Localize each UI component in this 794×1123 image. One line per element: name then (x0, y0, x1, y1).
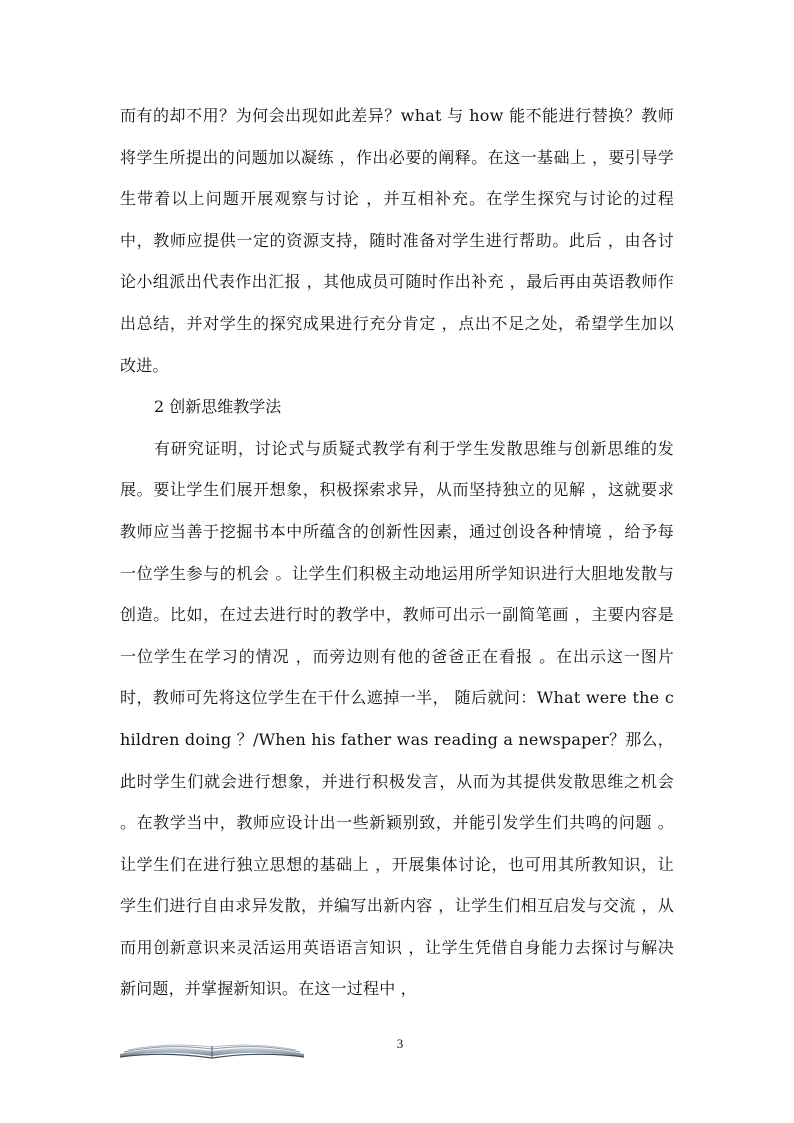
page-number: 3 (396, 1036, 404, 1051)
paragraph-main: 有研究证明，讨论式与质疑式教学有利于学生发散思维与创新思维的发展。要让学生们展开想象，积极探索求异，从而坚持独立的见解 ，这就要求教师应当善于挖掘书本中所蕴含的创新性因素，通过创设各种情境 ，给予每一位学生参与的机会 。让学生们积极主动地运用所学知识进行大胆地发散与创造。比如，在过去进行时的教学中，教师可出示一副简笔画 ，主要内容是一位学生在学习的情况 ，而旁边则有他的爸爸正在看报 。在出示这一图片时，教师可先将这位学生在干什么遮掉一半， 随后就问：What were the children doing ？/When his father was reading a newspaper？那么，此时学生们就会进行想象，并进行积极发言，从而为其提供发散思维之机会 。在教学当中，教师应设计出一些新颖别致，并能引发学生们共鸣的问题 。让学生们在进行独立思想的基础上 ，开展集体讨论，也可用其所教知识，让学生们进行自由求异发散，并编写出新内容 ，让学生们相互启发与交流 ，从而用创新意识来灵活运用英语语言知识 ，让学生凭借自身能力去探讨与解决新问题，并掌握新知识。在这一过程中 ， (120, 438, 674, 999)
open-book-icon (118, 1040, 306, 1060)
page-body (120, 95, 674, 1010)
section-heading: 2 创新思维教学法 (154, 397, 282, 417)
paragraph-continued: 而有的却不用？为何会出现如此差异？what 与 how 能不能进行替换？教师将学生所提出的问题加以凝练 ，作出必要的阐释。在这一基础上 ，要引导学生带着以上问题开展观察与讨论 ，并互相补充。在学生探究与讨论的过程中，教师应提供一定的资源支持，随时准备对学生进行帮助。此后 ，由各讨论小组派出代表作出汇报 ，其他成员可随时作出补充 ，最后再由英语教师作出总结，并对学生的探究成果进行充分肯定 ，点出不足之处，希望学生加以改进。 (120, 106, 674, 375)
